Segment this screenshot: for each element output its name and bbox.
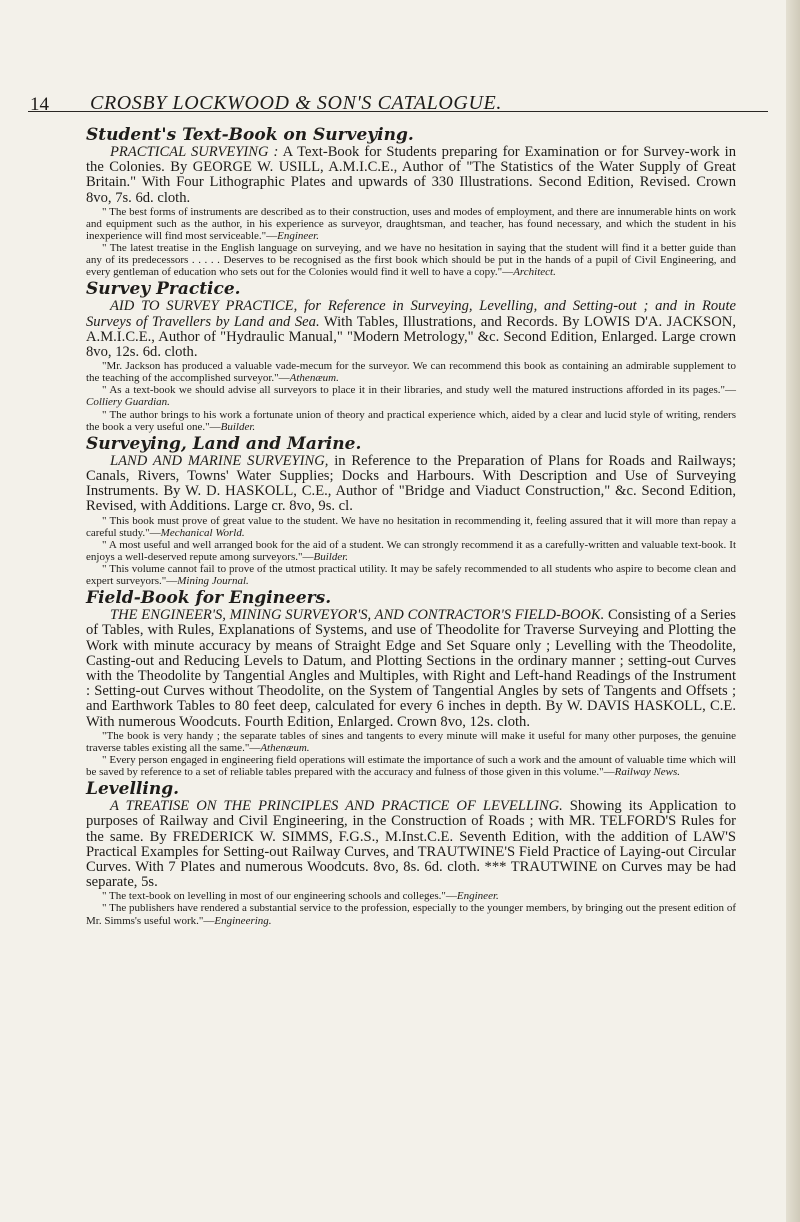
catalogue-entry xyxy=(86,435,736,587)
page-edge xyxy=(786,0,800,1222)
review-source: Builder. xyxy=(313,550,349,563)
review-quote: " This book must prove of great value to the student. We have no hesitation in recommending it, feeling assured that it will more than repay a careful study."—Mechanical World. xyxy=(86,514,736,539)
entry-description xyxy=(86,608,736,730)
entry-title: THE ENGINEER'S, MINING SURVEYOR'S, AND CONTRACTOR'S FIELD-BOOK. xyxy=(110,607,605,624)
entry-details: With Tables, Illustrations, and Records. By LOWIS D'A. JACKSON, A.M.I.C.E., Author of "Hydraulic Manual," "Modern Metrology," &c. Second Edition, Enlarged. Large crown 8vo, 12s. 6d. cloth. xyxy=(86,313,736,360)
review-quote: " The latest treatise in the English language on surveying, and we have no hesitation in saying that the student will find it a better guide than any of its predecessors . . . . . Deserves to be recognised as the first book which should be put in the hands of a pupil of Civil Engineering, and every gentleman of education who sets out for the Colonies would find it well to have a copy."—Architect. xyxy=(86,242,736,279)
entry-heading: Student's Text-Book on Surveying. xyxy=(86,125,414,145)
review-quote: " A most useful and well arranged book for the aid of a student. We can strongly recommend it as a carefully-written and valuable text-book. It enjoys a well-deserved repute among surveyors."—Builder. xyxy=(86,538,736,563)
catalogue-entry xyxy=(86,280,736,432)
review-quote: " The best forms of instruments are described as to their construction, uses and modes of employment, and there are innumerable hints on work and equipment such as the author, in his experience as surveyor, draughtsman, and teacher, has found necessary, and which the student in his inexperience will find most serviceable."—Engineer. xyxy=(86,205,736,242)
entry-title: AID TO SURVEY PRACTICE, for Reference in Surveying, Levelling, and Setting-out ; and in Route Surveys of Travellers by Land and Sea. xyxy=(86,298,736,330)
entry-details: Consisting of a Series of Tables, with Rules, Explanations of Systems, and use of Theodolite for Traverse Surveying and Plotting the Work with minute accuracy by means of Straight Edge and Set Square only ; Levelling with the Theodolite, Casting-out and Reducing Levels to Datum, and Plotting Sections in the ordinary manner ; setting-out Curves with the Theodolite by Tangential Angles and Multiples, with Right and Left-hand Readings of the Instrument : Setting-out Curves without Theodolite, on the System of Tangential Angles by sets of Tangents and Offsets ; and Earthwork Tables to 80 feet deep, calculated for every 6 inches in depth. By W. DAVIS HASKOLL, C.E. With numerous Woodcuts. Fourth Edition, Enlarged. Crown 8vo, 12s. cloth. xyxy=(86,607,736,730)
entry-heading: Survey Practice. xyxy=(86,279,241,300)
page-header xyxy=(28,92,768,122)
running-head: CROSBY LOCKWOOD & SON'S CATALOGUE. xyxy=(90,92,502,114)
review-source: Athenæum. xyxy=(260,741,310,754)
review-source: Mining Journal. xyxy=(177,575,249,588)
entry-heading: Levelling. xyxy=(86,779,180,800)
entry-details: in Reference to the Preparation of Plans for Roads and Railways; Canals, Rivers, Towns' Water Supplies; Docks and Harbours. With Description and Use of Surveying Instruments. By W. D. HASKOLL, C.E., Author of "Bridge and Viaduct Construction," &c. Second Edition, Revised, with Additions. Large cr. 8vo, 9s. cl. xyxy=(86,452,736,515)
entry-heading: Surveying, Land and Marine. xyxy=(86,433,362,454)
review-source: Architect. xyxy=(513,266,556,279)
entry-heading: Field-Book for Engineers. xyxy=(86,588,332,609)
entry-title: A TREATISE ON THE PRINCIPLES AND PRACTICE OF LEVELLING. xyxy=(110,798,563,815)
catalogue-entries xyxy=(86,126,736,929)
header-rule xyxy=(28,111,768,112)
page-number: 14 xyxy=(30,94,49,115)
review-source: Engineer. xyxy=(456,890,499,903)
review-quote: "Mr. Jackson has produced a valuable vade-mecum for the surveyor. We can recommend this book as containing an admirable supplement to the teaching of the accomplished surveyor."—Athenæum. xyxy=(86,360,736,385)
entry-title: PRACTICAL SURVEYING : xyxy=(110,144,279,160)
review-quote: " The publishers have rendered a substantial service to the profession, especially to the younger members, by bringing out the present edition of Mr. Simms's useful work."—Engineering. xyxy=(86,902,736,927)
review-quote: " Every person engaged in engineering field operations will estimate the importance of such a work and the amount of valuable time which will be saved by reference to a set of reliable tables prepared with the accuracy and fulness of those given in this volume."—Railway News. xyxy=(86,753,736,779)
review-source: Railway News. xyxy=(614,766,681,779)
review-source: Engineer. xyxy=(277,230,319,242)
review-quote: "The book is very handy ; the separate tables of sines and tangents to every minute will make it useful for many other purposes, the genuine traverse tables existing all the same."—Athenæum. xyxy=(86,729,736,754)
review-source: Engineering. xyxy=(214,914,272,927)
entry-description xyxy=(86,799,736,890)
entry-title: LAND AND MARINE SURVEYING, xyxy=(110,452,329,469)
review-source: Mechanical World. xyxy=(160,526,245,539)
catalogue-entry xyxy=(86,780,736,927)
review-source: Builder. xyxy=(220,420,256,433)
review-quote: " The text-book on levelling in most of our engineering schools and colleges."—Engineer. xyxy=(102,890,499,903)
entry-description xyxy=(86,145,736,206)
review-source: Colliery Guardian. xyxy=(86,396,170,409)
catalogue-page xyxy=(28,0,768,1222)
review-quote: " This volume cannot fail to prove of the utmost practical utility. It may be safely recommended to all students who aspire to become clean and expert surveyors."—Mining Journal. xyxy=(86,562,736,588)
review-source: Athenæum. xyxy=(289,372,339,385)
entry-description xyxy=(86,454,736,515)
review-quote: " As a text-book we should advise all surveyors to place it in their libraries, and study well the matured instructions afforded in its pages."—Colliery Guardian. xyxy=(86,384,736,409)
entry-details: Showing its Application to purposes of Railway and Civil Engineering, in the Construction of Roads ; with MR. TELFORD'S Rules for the same. By FREDERICK W. SIMMS, F.G.S., M.Inst.C.E. Seventh Edition, with the addition of LAW'S Practical Examples for Setting-out Railway Curves, and TRAUTWINE'S Field Practice of Laying-out Circular Curves. With 7 Plates and numerous Woodcuts. 8vo, 8s. 6d. cloth. *** TRAUTWINE on Curves may be had separate, 5s. xyxy=(86,798,736,891)
review-quote: " The author brings to his work a fortunate union of theory and practical experience which, aided by a clear and lucid style of writing, renders the book a very useful one."—Builder. xyxy=(86,408,736,433)
entry-details: A Text-Book for Students preparing for Examination or for Survey-work in the Colonies. By GEORGE W. USILL, A.M.I.C.E., Author of "The Statistics of the Water Supply of Great Britain." With Four Lithographic Plates and upwards of 330 Illustrations. Second Edition, Revised. Crown 8vo, 7s. 6d. cloth. xyxy=(86,144,736,206)
catalogue-entry xyxy=(86,589,736,778)
entry-description xyxy=(86,299,736,360)
catalogue-entry xyxy=(86,126,736,278)
